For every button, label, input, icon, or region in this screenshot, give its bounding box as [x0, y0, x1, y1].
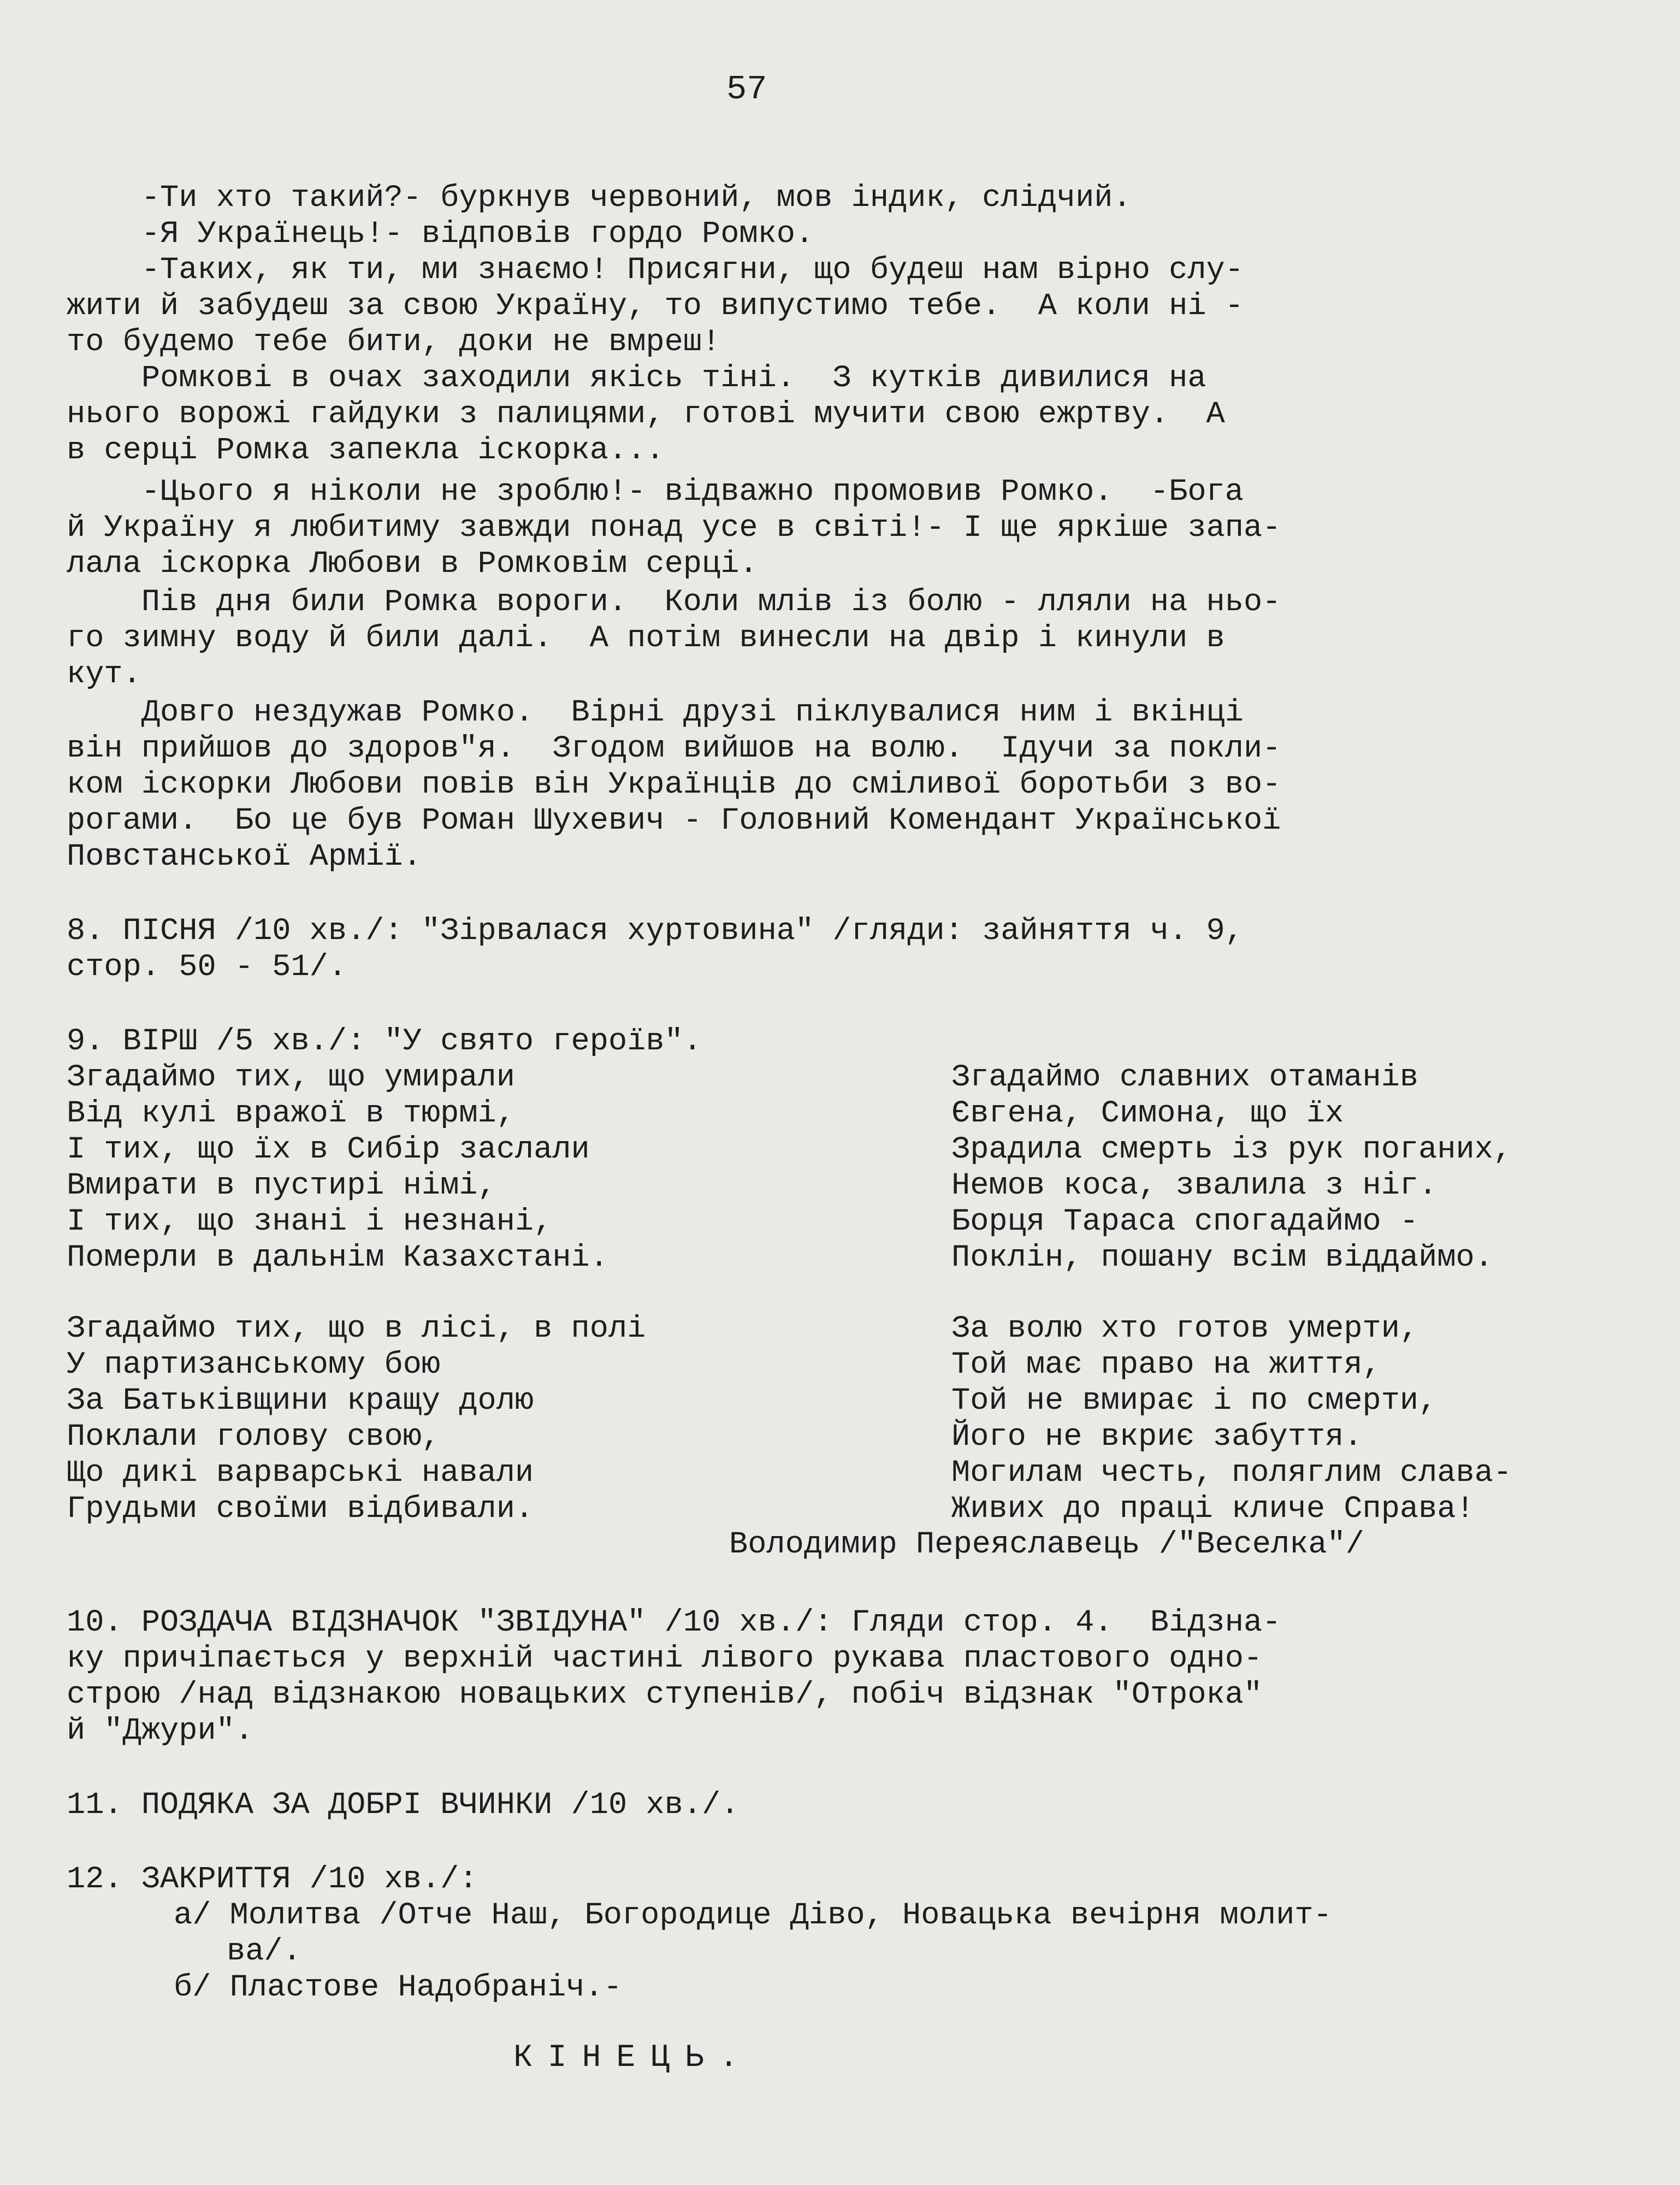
story-line: рогами. Бо це був Роман Шухевич - Головний Комендант Української	[67, 804, 1281, 838]
item-10-line: строю /над відзнакою новацьких ступенів/, побіч відзнак "Отрока"	[67, 1678, 1263, 1712]
story-line: жити й забудеш за свою Україну, то випустимо тебе. А коли ні -	[67, 289, 1244, 324]
poem-author: Володимир Переяславець /"Веселка"/	[729, 1527, 1364, 1562]
item-12-a-line: а/ Молитва /Отче Наш, Богородице Діво, Новацька вечірня молит-	[174, 1898, 1332, 1933]
poem-line: Зрадила смерть із рук поганих,	[951, 1132, 1512, 1167]
poem-line: Живих до праці кличе Справа!	[951, 1492, 1475, 1527]
story-line: в серці Ромка запекла іскорка...	[67, 433, 665, 468]
item-8-line: стор. 50 - 51/.	[67, 950, 347, 985]
story-line: Пів дня били Ромка вороги. Коли млів із болю - лляли на ньо-	[67, 585, 1281, 620]
story-line: Ромкові в очах заходили якісь тіні. З кутків дивилися на	[67, 361, 1206, 396]
story-line: -Я Українець!- відповів гордо Ромко.	[67, 217, 814, 252]
poem-line: Що дикі варварські навали	[67, 1456, 534, 1491]
poem-line: У партизанському бою	[67, 1348, 441, 1383]
poem-line: За Батьківщини кращу долю	[67, 1384, 534, 1419]
poem-line: Його не вкриє забуття.	[951, 1420, 1363, 1455]
poem-line: Від кулі вражої в тюрмі,	[67, 1096, 515, 1131]
poem-line: І тих, що їх в Сибір заслали	[67, 1132, 590, 1167]
poem-line: Євгена, Симона, що їх	[951, 1096, 1344, 1131]
page-number: 57	[726, 70, 767, 109]
story-line: то будемо тебе бити, доки не вмреш!	[67, 325, 721, 360]
item-10-line: ку причіпається у верхній частині лівого рукава пластового одно-	[67, 1641, 1263, 1676]
poem-line: Могилам честь, поляглим слава-	[951, 1456, 1512, 1491]
story-line: він прийшов до здоров"я. Згодом вийшов на волю. Ідучи за покли-	[67, 731, 1281, 766]
poem-line: Той не вмирає і по смерти,	[951, 1384, 1438, 1419]
item-12-a-line: ва/.	[227, 1934, 301, 1969]
poem-line: Борця Тараса спогадаймо -	[951, 1204, 1419, 1239]
item-10-line: 10. РОЗДАЧА ВІДЗНАЧОК "ЗВІДУНА" /10 хв./: Гляди стор. 4. Відзна-	[67, 1605, 1281, 1640]
item-12-title: 12. ЗАКРИТТЯ /10 хв./:	[67, 1862, 478, 1897]
item-12-b: б/ Пластове Надобраніч.-	[174, 1970, 622, 2005]
item-11: 11. ПОДЯКА ЗА ДОБРІ ВЧИНКИ /10 хв./.	[67, 1788, 740, 1823]
story-line: ком іскорки Любови повів він Українців до сміливої боротьби з во-	[67, 767, 1281, 802]
story-line: Повстанської Армії.	[67, 840, 422, 875]
poem-line: І тих, що знані і незнані,	[67, 1204, 553, 1239]
item-10-line: й "Джури".	[67, 1714, 254, 1749]
poem-line: Поклали голову свою,	[67, 1420, 441, 1455]
story-line: -Ти хто такий?- буркнув червоний, мов індик, слідчий.	[67, 181, 1132, 216]
poem-line: Поклін, пошану всім віддаймо.	[951, 1241, 1493, 1275]
end-mark: КІНЕЦЬ.	[513, 2040, 754, 2076]
item-9-title: 9. ВІРШ /5 хв./: "У свято героїв".	[67, 1024, 702, 1059]
story-line: Довго нездужав Ромко. Вірні друзі піклувалися ним і вкінці	[67, 695, 1244, 730]
story-line: й Україну я любитиму завжди понад усе в світі!- І ще яркіше запа-	[67, 511, 1281, 546]
item-8-line: 8. ПІСНЯ /10 хв./: "Зірвалася хуртовина" /гляди: зайняття ч. 9,	[67, 914, 1244, 949]
poem-line: За волю хто готов умерти,	[951, 1312, 1419, 1347]
poem-line: Вмирати в пустирі німі,	[67, 1168, 496, 1203]
poem-line: Грудьми своїми відбивали.	[67, 1492, 534, 1527]
story-line: го зимну воду й били далі. А потім винесли на двір і кинули в	[67, 621, 1225, 656]
story-line: лала іскорка Любови в Ромковім серці.	[67, 547, 758, 582]
poem-line: Немов коса, звалила з ніг.	[951, 1168, 1438, 1203]
story-line: -Таких, як ти, ми знаємо! Присягни, що будеш нам вірно слу-	[67, 253, 1244, 288]
poem-line: Той має право на життя,	[951, 1348, 1381, 1383]
story-line: нього ворожі гайдуки з палицями, готові мучити свою ежртву. А	[67, 397, 1225, 432]
poem-line: Згадаймо тих, що умирали	[67, 1060, 515, 1095]
poem-line: Померли в дальнім Казахстані.	[67, 1241, 608, 1275]
poem-line: Згадаймо тих, що в лісі, в полі	[67, 1312, 646, 1347]
story-line: -Цього я ніколи не зроблю!- відважно промовив Ромко. -Бога	[67, 475, 1244, 510]
poem-line: Згадаймо славних отаманів	[951, 1060, 1419, 1095]
story-line: кут.	[67, 657, 141, 692]
